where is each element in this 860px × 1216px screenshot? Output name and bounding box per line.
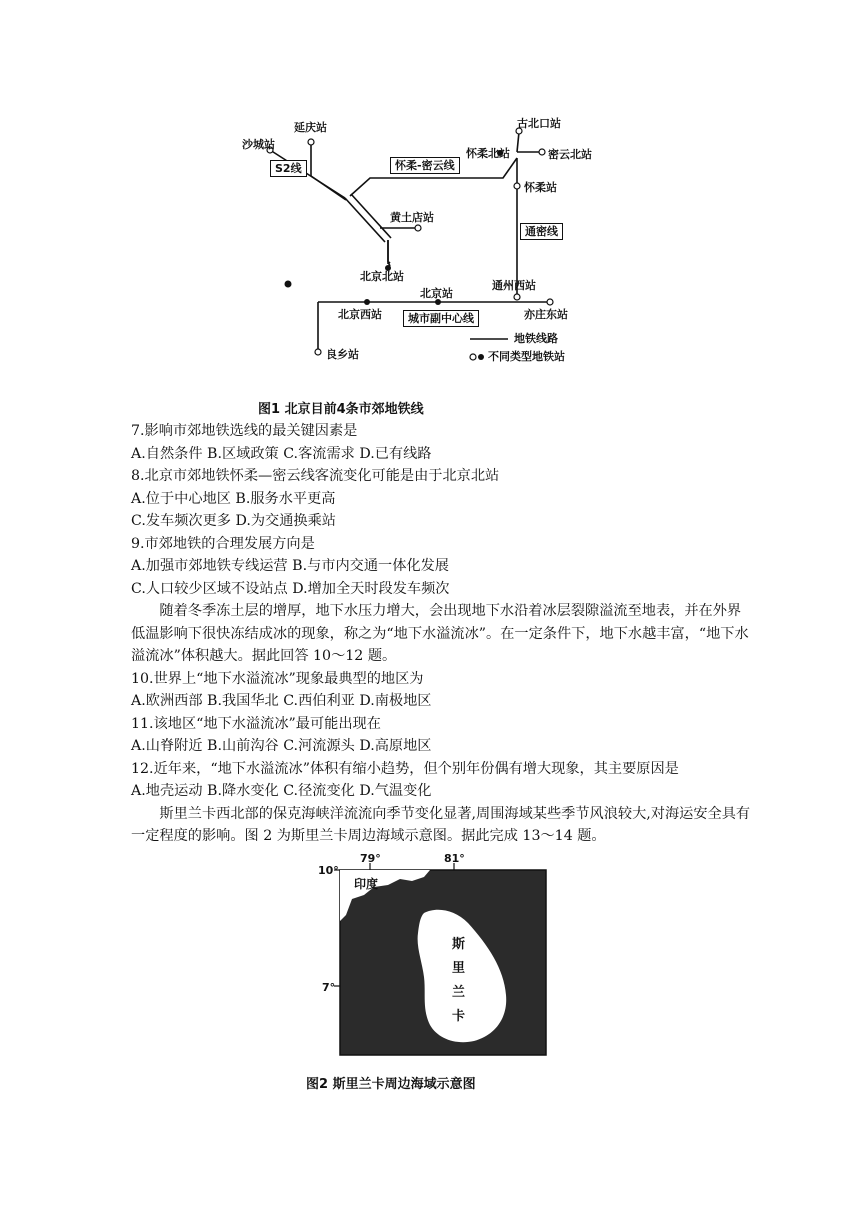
figure-1-caption: 图1 北京目前4条市郊地铁线	[258, 402, 424, 417]
diagonal-trunk-b	[351, 194, 391, 238]
question-10-options: A.欧洲西部 B.我国华北 C.西伯利亚 D.南极地区	[131, 693, 432, 709]
question-12-options: A.地壳运动 B.降水变化 C.径流变化 D.气温变化	[131, 783, 432, 799]
line-box-huairou-miyun: 怀柔-密云线	[390, 157, 460, 174]
label-shacheng: 沙城站	[242, 138, 275, 151]
label-lan: 兰	[452, 985, 466, 1000]
diagonal-trunk-a	[345, 198, 385, 242]
label-india: 印度	[354, 877, 379, 891]
question-9: 9.市郊地铁的合理发展方向是	[131, 535, 315, 552]
label-gubeikou: 古北口站	[517, 117, 561, 130]
label-tongzhou-west: 通州西站	[492, 279, 536, 292]
passage-sri-lanka: 斯里兰卡西北部的保克海峡洋流流向季节变化显著,周围海域某些季节风浪较大,对海运安全具有一定程度的影响。图 2 为斯里兰卡周边海域示意图。据此完成 13～14 题。	[131, 805, 751, 844]
legend-station-label: 不同类型地铁站	[488, 350, 565, 363]
question-7-options: A.自然条件 B.区域政策 C.客流需求 D.已有线路	[131, 445, 432, 462]
label-ka: 卡	[452, 1009, 466, 1024]
question-8: 8.北京市郊地铁怀柔—密云线客流变化可能是由于北京北站	[131, 468, 500, 484]
legend-open-dot	[470, 354, 476, 360]
passage-overflow-ice: 随着冬季冻土层的增厚，地下水压力增大，会出现地下水沿着冰层裂隙溢流至地表，并在外界低温影响下很快冻结成冰的现象，称之为“地下水溢流冰”。在一定条件下，地下水越丰富，“地下水溢流冰”体积越大。据此回答 10～12 题。	[131, 603, 749, 664]
line-box-city-center: 城市副中心线	[403, 310, 479, 327]
label-li: 里	[452, 961, 466, 976]
question-10: 10.世界上“地下水溢流冰”现象最典型的地区为	[131, 670, 424, 687]
label-beijing: 北京站	[420, 287, 453, 300]
lat-label-10: 10°	[318, 864, 339, 877]
label-sri: 斯	[452, 937, 466, 952]
question-text-block	[131, 420, 751, 848]
question-8-options-ab: A.位于中心地区 B.服务水平更高	[131, 490, 336, 507]
question-12: 12.近年来，“地下水溢流冰”体积有缩小趋势，但个别年份偶有增大现象，其主要原因是	[131, 760, 679, 777]
question-9-options-ab: A.加强市郊地铁专线运营 B.与市内交通一体化发展	[131, 558, 449, 574]
label-huairou-north: 怀柔北站	[466, 147, 510, 160]
label-miyun-north: 密云北站	[548, 148, 592, 161]
label-beijing-north: 北京北站	[360, 270, 404, 283]
figure-1-railway-map	[230, 112, 620, 417]
label-yizhuang-east: 亦庄东站	[524, 308, 568, 321]
station-dot-beijing-west	[364, 299, 370, 305]
station-dot-liangxiang	[315, 349, 321, 355]
label-beijing-west: 北京西站	[338, 308, 382, 321]
station-dot-huairou	[514, 183, 520, 189]
station-dot-yanqing	[308, 139, 314, 145]
station-dot-miyun-north	[539, 149, 545, 155]
label-liangxiang: 良乡站	[326, 348, 359, 361]
stray-dot	[285, 281, 292, 288]
lon-label-79: 79°	[360, 852, 381, 865]
label-huangtudian: 黄土店站	[390, 211, 434, 224]
lat-label-7: 7°	[322, 981, 336, 994]
figure-2-caption: 图2 斯里兰卡周边海域示意图	[306, 1077, 476, 1092]
figure-2-sri-lanka-map	[306, 852, 562, 1100]
legend-filled-dot	[478, 354, 484, 360]
station-dot-huangtudian	[415, 225, 421, 231]
sri-lanka-map-svg	[312, 855, 562, 1100]
label-huairou: 怀柔站	[524, 181, 557, 194]
question-8-options-cd: C.发车频次更多 D.为交通换乘站	[131, 513, 336, 529]
label-yanqing: 延庆站	[294, 121, 327, 134]
station-dot-yizhuang-east	[547, 299, 553, 305]
line-box-s2: S2线	[270, 160, 307, 177]
question-11: 11.该地区“地下水溢流冰”最可能出现在	[131, 715, 381, 732]
legend-route-label: 地铁线路	[514, 332, 558, 345]
question-7: 7.影响市郊地铁选线的最关键因素是	[131, 423, 358, 439]
lon-label-81: 81°	[444, 852, 465, 865]
line-box-tongmi: 通密线	[520, 223, 563, 240]
question-9-options-cd: C.人口较少区域不设站点 D.增加全天时段发车频次	[131, 580, 450, 597]
station-dot-tongzhou-west	[514, 294, 520, 300]
question-11-options: A.山脊附近 B.山前沟谷 C.河流源头 D.高原地区	[131, 738, 432, 754]
